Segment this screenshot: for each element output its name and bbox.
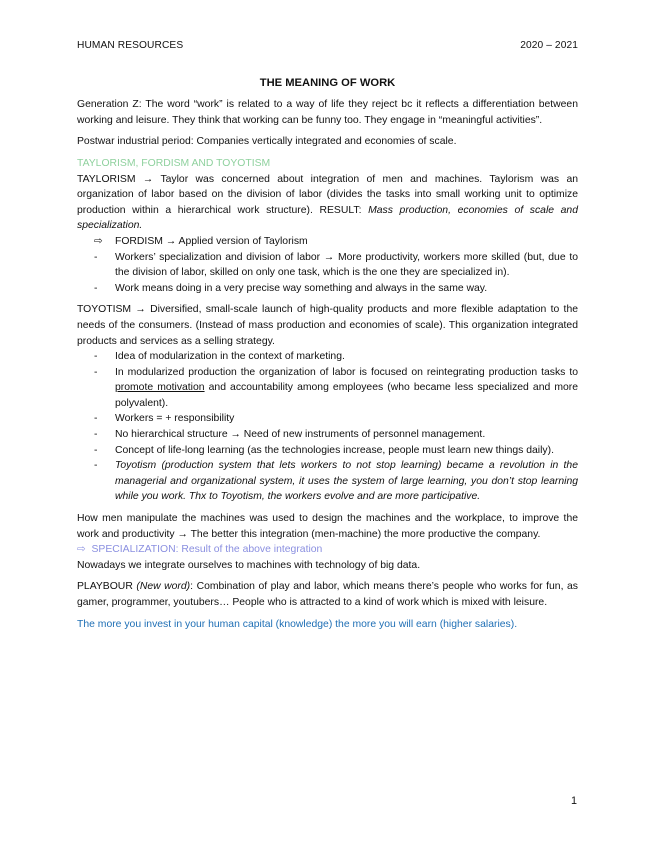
paragraph-nowadays: Nowadays we integrate ourselves to machines with technology of big data.: [77, 559, 421, 571]
document-page: [77, 38, 578, 632]
list-item-fordism: ⇨ FORDISM → Applied version of Taylorism: [77, 234, 578, 250]
arrow-icon: →: [177, 528, 188, 540]
page-header: [77, 38, 578, 54]
underlined-phrase: promote motivation: [115, 382, 205, 394]
taylorism-list: [77, 234, 578, 296]
paragraph-playbour: PLAYBOUR (New word): Combination of play and labor, which means there’s people who works for fun, as gamer, programmer, youtubers… People who is attracted to a kind of work which is mixed with leisure.: [77, 581, 578, 608]
document-title: THE MEANING OF WORK: [259, 76, 396, 89]
header-year: 2020 – 2021: [520, 40, 578, 51]
paragraph-postwar: Postwar industrial period: Companies vertically integrated and economies of scale.: [77, 136, 457, 148]
taylorism-label: TAYLORISM: [77, 173, 136, 185]
toyotism-label: TOYOTISM: [77, 304, 132, 316]
paragraph-machines: How men manipulate the machines was used to design the machines and the workplace, to improve the work and productivity → The better this integration (men-machine) the more productive the company.: [77, 513, 578, 540]
header-course: HUMAN RESOURCES: [77, 40, 184, 51]
list-item: - Toyotism (production system that lets workers to not stop learning) became a revolution in the managerial and organizational system, it uses the system of large learning, you don’t stop learning while you work. Thx to Toyotism, the workers evolve and are more participative.: [94, 460, 578, 503]
list-item: - In modularized production the organization of labor is focused on reintegrating production tasks to promote motivation and accountability among employees (who became less specialized and more polyvalent).: [94, 366, 578, 409]
arrow-icon: →: [323, 251, 335, 263]
list-item: - Work means doing in a very precise way something and always in the same way.: [94, 282, 488, 294]
arrow-icon: →: [135, 304, 146, 316]
hollow-arrow-icon: ⇨: [94, 235, 103, 247]
specialization-note: ⇨ SPECIALIZATION: Result of the above integration: [77, 544, 323, 556]
closing-statement: The more you invest in your human capital (knowledge) the more you will earn (higher salaries).: [77, 618, 518, 630]
page-number: 1: [570, 795, 577, 807]
toyotism-list: [77, 349, 578, 505]
section-heading: TAYLORISM, FORDISM AND TOYOTISM: [77, 157, 271, 169]
paragraph-taylorism: TAYLORISM → Taylor was concerned about integration of men and machines. Taylorism was an organization of labor based on the division of labor (divides the tasks into small working unit to optimize production within a hierarchical work structure). RESULT: Mass production, economies of scale and specialization.: [77, 173, 578, 232]
list-item: - Concept of life-long learning (as the technologies increase, people must learn new things daily).: [94, 444, 554, 456]
list-item: - Workers = + responsibility: [94, 413, 235, 425]
paragraph-generation-z: Generation Z: The word “work” is related to a way of life they reject bc it reflects a differentiation between working and leisure. They think that working can be funny too. They engage in “meaningful activities”.: [77, 99, 578, 126]
arrow-icon: →: [142, 173, 154, 185]
list-item: - No hierarchical structure → Need of new instruments of personnel management.: [94, 429, 486, 441]
list-item: - Idea of modularization in the context of marketing.: [94, 351, 345, 363]
list-item: - Workers’ specialization and division of labor → More productivity, workers more skilled (but, due to the division of labor, skilled on only one task, which is the one they are specialized in).: [94, 251, 578, 279]
hollow-arrow-icon: ⇨: [77, 544, 86, 556]
arrow-icon: →: [230, 429, 241, 441]
arrow-icon: →: [165, 235, 177, 247]
taylorism-result: Mass production, economies of scale and specialization.: [77, 204, 578, 232]
paragraph-toyotism: TOYOTISM → Diversified, small-scale launch of high-quality products and more flexible adaptation to the needs of the consumers. (Instead of mass production and economies of scale). This organization integrated products and services as a selling strategy.: [77, 304, 578, 347]
